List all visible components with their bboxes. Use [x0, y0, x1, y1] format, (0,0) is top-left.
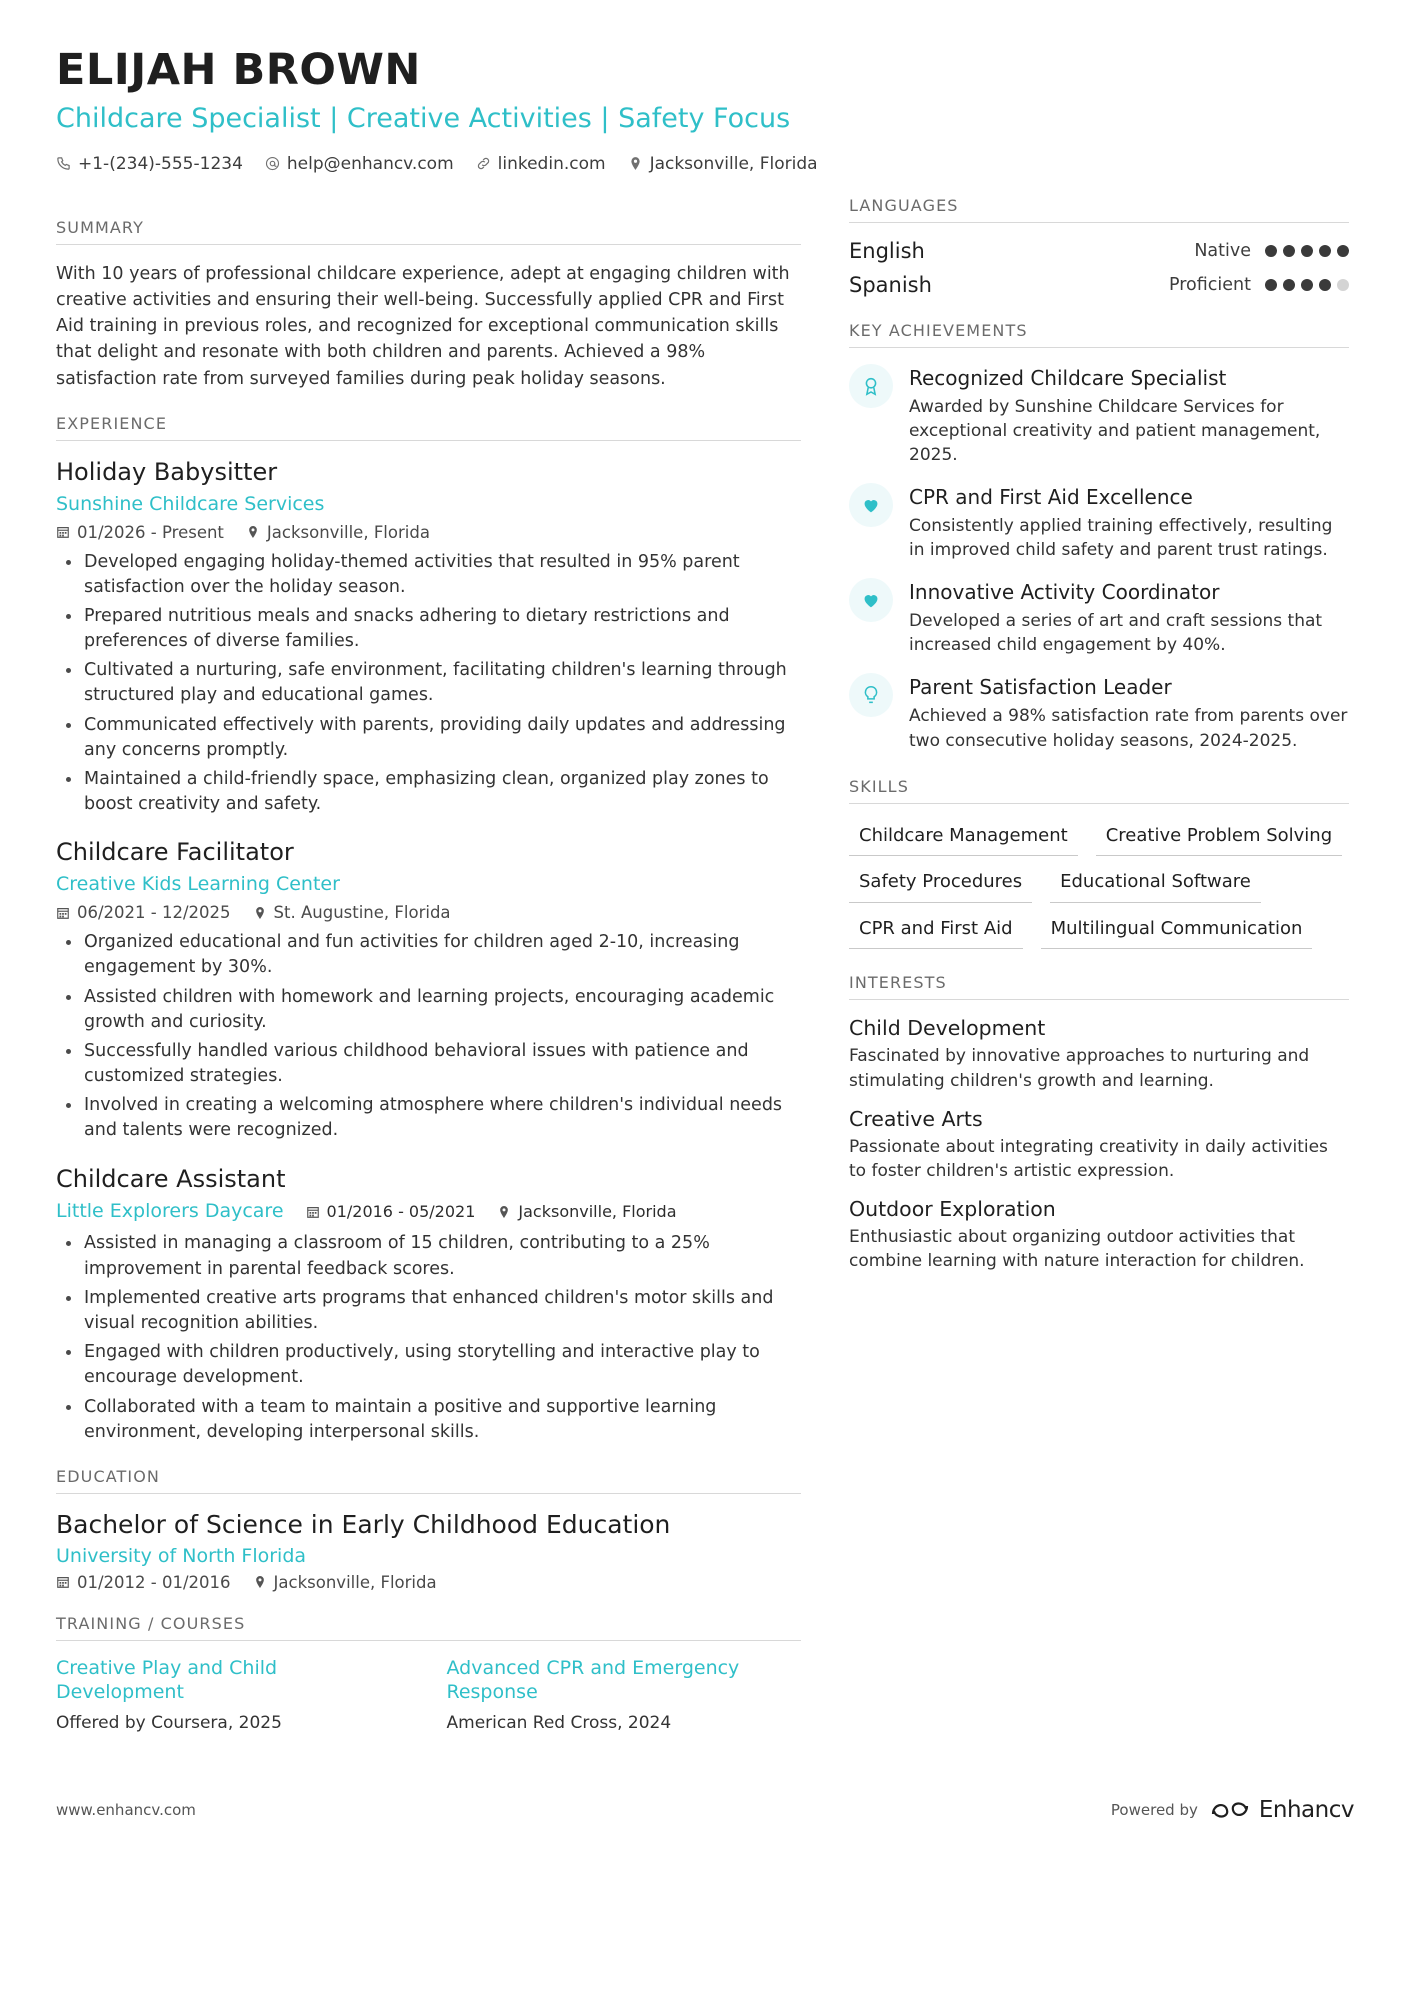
powered-by-label: Powered by [1110, 1801, 1198, 1820]
education-list [56, 1510, 801, 1592]
interest-desc: Enthusiastic about organizing outdoor activities that combine learning with nature interaction for children. [849, 1226, 1305, 1272]
job-bullet: Maintained a child-friendly space, emphasizing clean, organized play zones to boost creativity and safety. [82, 767, 801, 817]
language-level-dot [1319, 279, 1331, 291]
heart-icon [849, 578, 893, 622]
skill-tag: Safety Procedures [849, 866, 1032, 903]
education-entry [56, 1510, 801, 1592]
achievement-entry [849, 578, 1349, 657]
skill-tag: Creative Problem Solving [1096, 820, 1342, 857]
job-location [497, 1202, 676, 1221]
location-icon [497, 1205, 511, 1219]
achievement-entry [849, 483, 1349, 562]
course-provider: Offered by Coursera, 2025 [56, 1713, 282, 1734]
footer-website[interactable]: www.enhancv.com [56, 1801, 196, 1820]
achievement-body [909, 578, 1349, 657]
job-title: Childcare Facilitator [56, 838, 294, 867]
resume-header [56, 45, 1354, 174]
heart-icon [849, 483, 893, 527]
job-bullet: Cultivated a nurturing, safe environment, facilitating children's learning through structured play and educational games. [82, 658, 801, 708]
achievement-body [909, 673, 1349, 752]
job-dates-text: 01/2016 - 05/2021 [326, 1202, 476, 1222]
experience-entry [56, 837, 801, 1143]
language-name: English [849, 238, 925, 263]
summary-section [56, 218, 801, 392]
courses-list [56, 1657, 801, 1734]
left-column [56, 196, 801, 1738]
language-rating [1169, 275, 1349, 295]
job-bullet: Organized educational and fun activities for children aged 2-10, increasing engagement by 30%. [82, 930, 801, 980]
education-section-title: EDUCATION [56, 1467, 801, 1494]
interest-desc: Fascinated by innovative approaches to nurturing and stimulating children's growth and learning. [849, 1046, 1310, 1091]
right-column [849, 196, 1349, 1288]
contact-text: Jacksonville, Florida [649, 153, 818, 174]
job-company: Little Explorers Daycare [56, 1199, 284, 1222]
job-title: Holiday Babysitter [56, 457, 278, 486]
skill-tag: Educational Software [1050, 866, 1261, 903]
job-location [253, 903, 451, 922]
language-level-dot [1265, 245, 1277, 257]
language-level: Native [1194, 240, 1251, 261]
contact-row [56, 154, 1354, 174]
language-name: Spanish [849, 272, 932, 297]
interests-section [849, 973, 1349, 1273]
course-entry [447, 1657, 802, 1734]
candidate-name: ELIJAH BROWN [56, 45, 421, 95]
experience-section-title: EXPERIENCE [56, 414, 801, 441]
interests-section-title: INTERESTS [849, 973, 1349, 1000]
interests-list [849, 1016, 1349, 1273]
achievement-body [909, 364, 1349, 467]
language-rating [1194, 241, 1349, 261]
candidate-headline: Childcare Specialist | Creative Activities | Safety Focus [56, 103, 791, 135]
job-bullet: Implemented creative arts programs that enhanced children's motor skills and visual recognition abilities. [82, 1286, 801, 1336]
interest-entry [849, 1016, 1349, 1092]
location-icon [246, 525, 260, 539]
skills-section-title: SKILLS [849, 777, 1349, 804]
job-location-text: Jacksonville, Florida [266, 522, 430, 542]
contact-item[interactable] [265, 154, 454, 174]
contact-text: linkedin.com [497, 153, 606, 174]
job-company: Creative Kids Learning Center [56, 873, 340, 896]
languages-section-title: LANGUAGES [849, 196, 1349, 223]
email-icon [265, 156, 280, 171]
job-bullet: Developed engaging holiday-themed activities that resulted in 95% parent satisfaction over the holiday season. [82, 550, 801, 600]
education-degree: Bachelor of Science in Early Childhood Education [56, 1509, 671, 1539]
education-location-text: Jacksonville, Florida [273, 1572, 437, 1592]
education-school: University of North Florida [56, 1544, 307, 1567]
achievement-desc: Developed a series of art and craft sessions that increased child engagement by 40%. [909, 611, 1323, 656]
language-level-dot [1283, 279, 1295, 291]
skills-section [849, 777, 1349, 950]
education-section [56, 1467, 801, 1592]
job-bullet: Prepared nutritious meals and snacks adhering to dietary restrictions and preferences of diverse families. [82, 604, 801, 654]
language-level-dot [1337, 245, 1349, 257]
achievement-title: Parent Satisfaction Leader [909, 675, 1172, 700]
phone-icon [56, 156, 71, 171]
contact-item[interactable] [476, 154, 606, 174]
summary-section-title: SUMMARY [56, 218, 801, 245]
job-bullet: Collaborated with a team to maintain a positive and supportive learning environment, developing interpersonal skills. [82, 1395, 801, 1445]
calendar-icon [306, 1205, 320, 1219]
footer-branding [1111, 1797, 1354, 1823]
enhancv-logo-icon [1210, 1800, 1250, 1820]
skill-tag: CPR and First Aid [849, 913, 1023, 950]
job-bullet: Engaged with children productively, using storytelling and interactive play to encourage development. [82, 1340, 801, 1390]
job-location [246, 523, 430, 542]
languages-section [849, 196, 1349, 297]
experience-section [56, 414, 801, 1445]
achievement-desc: Consistently applied training effectively, resulting in improved child safety and parent trust ratings. [909, 515, 1333, 561]
language-level: Proficient [1169, 274, 1251, 295]
contact-text: help@enhancv.com [286, 153, 454, 174]
achievement-desc: Achieved a 98% satisfaction rate from parents over two consecutive holiday seasons, 2024-2025. [909, 706, 1348, 751]
job-bullet: Communicated effectively with parents, providing daily updates and addressing any concerns promptly. [82, 713, 801, 763]
interest-title: Child Development [849, 1016, 1046, 1041]
job-bullet: Successfully handled various childhood behavioral issues with patience and customized strategies. [82, 1039, 801, 1089]
achievement-title: CPR and First Aid Excellence [909, 484, 1193, 509]
interest-title: Creative Arts [849, 1106, 983, 1131]
interest-entry [849, 1197, 1349, 1273]
job-dates [56, 903, 231, 922]
job-bullets [56, 930, 801, 1144]
training-section [56, 1614, 801, 1734]
achievements-section [849, 321, 1349, 753]
experience-entry [56, 1164, 801, 1445]
calendar-icon [56, 525, 70, 539]
language-row [849, 273, 1349, 297]
page-footer [56, 1779, 1354, 1849]
course-entry [56, 1657, 411, 1734]
contact-item[interactable] [628, 154, 818, 174]
interest-title: Outdoor Exploration [849, 1196, 1056, 1221]
education-location [253, 1573, 437, 1592]
job-dates [56, 523, 224, 542]
job-dates-text: 06/2021 - 12/2025 [77, 903, 231, 923]
languages-list [849, 239, 1349, 297]
summary-text: With 10 years of professional childcare experience, adept at engaging children with creative activities and ensuring their well-being. Successfully applied CPR and First Aid training in previous roles, and recognized for exceptional communication skills that delight and resonate with both children and parents. Achieved a 98% satisfaction rate from surveyed families during peak holiday seasons. [56, 263, 790, 389]
interest-desc: Passionate about integrating creativity in daily activities to foster children's artistic expression. [849, 1136, 1328, 1181]
achievements-section-title: KEY ACHIEVEMENTS [849, 321, 1349, 348]
job-bullets [56, 550, 801, 818]
skill-tag: Multilingual Communication [1041, 913, 1313, 950]
language-row [849, 239, 1349, 263]
award-icon [849, 364, 893, 408]
interest-entry [849, 1107, 1349, 1183]
course-name: Advanced CPR and Emergency Response [446, 1656, 740, 1703]
achievement-entry [849, 364, 1349, 467]
job-location-text: Jacksonville, Florida [518, 1202, 677, 1222]
job-bullet: Assisted children with homework and learning projects, encouraging academic growth and curiosity. [82, 985, 801, 1035]
enhancv-wordmark: Enhancv [1258, 1797, 1354, 1824]
job-company-row [56, 1200, 801, 1224]
achievement-body [909, 483, 1349, 562]
achievements-list [849, 364, 1349, 753]
location-icon [253, 906, 267, 920]
course-provider: American Red Cross, 2024 [446, 1713, 672, 1734]
language-level-dot [1301, 245, 1313, 257]
job-dates-text: 01/2026 - Present [77, 522, 224, 542]
education-meta [56, 1573, 801, 1592]
job-bullet: Involved in creating a welcoming atmosphere where children's individual needs and talents were recognized. [82, 1093, 801, 1143]
language-level-dot [1283, 245, 1295, 257]
job-company: Sunshine Childcare Services [56, 492, 325, 515]
skills-list [849, 820, 1349, 950]
course-name: Creative Play and Child Development [56, 1656, 278, 1703]
language-level-dot [1265, 279, 1277, 291]
experience-entry [56, 457, 801, 818]
education-dates-text: 01/2012 - 01/2016 [77, 1572, 231, 1592]
calendar-icon [56, 906, 70, 920]
location-icon [628, 156, 643, 171]
achievement-desc: Awarded by Sunshine Childcare Services for exceptional creativity and patient management, 2025. [909, 396, 1321, 465]
skill-tag: Childcare Management [849, 820, 1078, 857]
language-level-dot [1319, 245, 1331, 257]
location-icon [253, 1575, 267, 1589]
education-dates [56, 1573, 231, 1592]
training-section-title: TRAINING / COURSES [56, 1614, 801, 1641]
language-dots [1265, 279, 1349, 291]
contact-item[interactable] [56, 154, 243, 174]
bulb-icon [849, 673, 893, 717]
achievement-title: Recognized Childcare Specialist [909, 365, 1227, 390]
calendar-icon [56, 1575, 70, 1589]
language-dots [1265, 245, 1349, 257]
job-meta [56, 523, 801, 542]
job-meta [56, 903, 801, 922]
job-bullet: Assisted in managing a classroom of 15 children, contributing to a 25% improvement in parental feedback scores. [82, 1231, 801, 1281]
link-icon [476, 156, 491, 171]
contact-text: +1-(234)-555-1234 [78, 153, 243, 174]
achievement-entry [849, 673, 1349, 752]
experience-list [56, 457, 801, 1445]
language-level-dot [1337, 279, 1349, 291]
job-bullets [56, 1231, 801, 1445]
language-level-dot [1301, 279, 1313, 291]
job-dates [306, 1202, 476, 1221]
achievement-title: Innovative Activity Coordinator [909, 580, 1220, 605]
job-title: Childcare Assistant [56, 1164, 286, 1193]
job-location-text: St. Augustine, Florida [273, 903, 451, 923]
enhancv-brand [1210, 1797, 1354, 1823]
